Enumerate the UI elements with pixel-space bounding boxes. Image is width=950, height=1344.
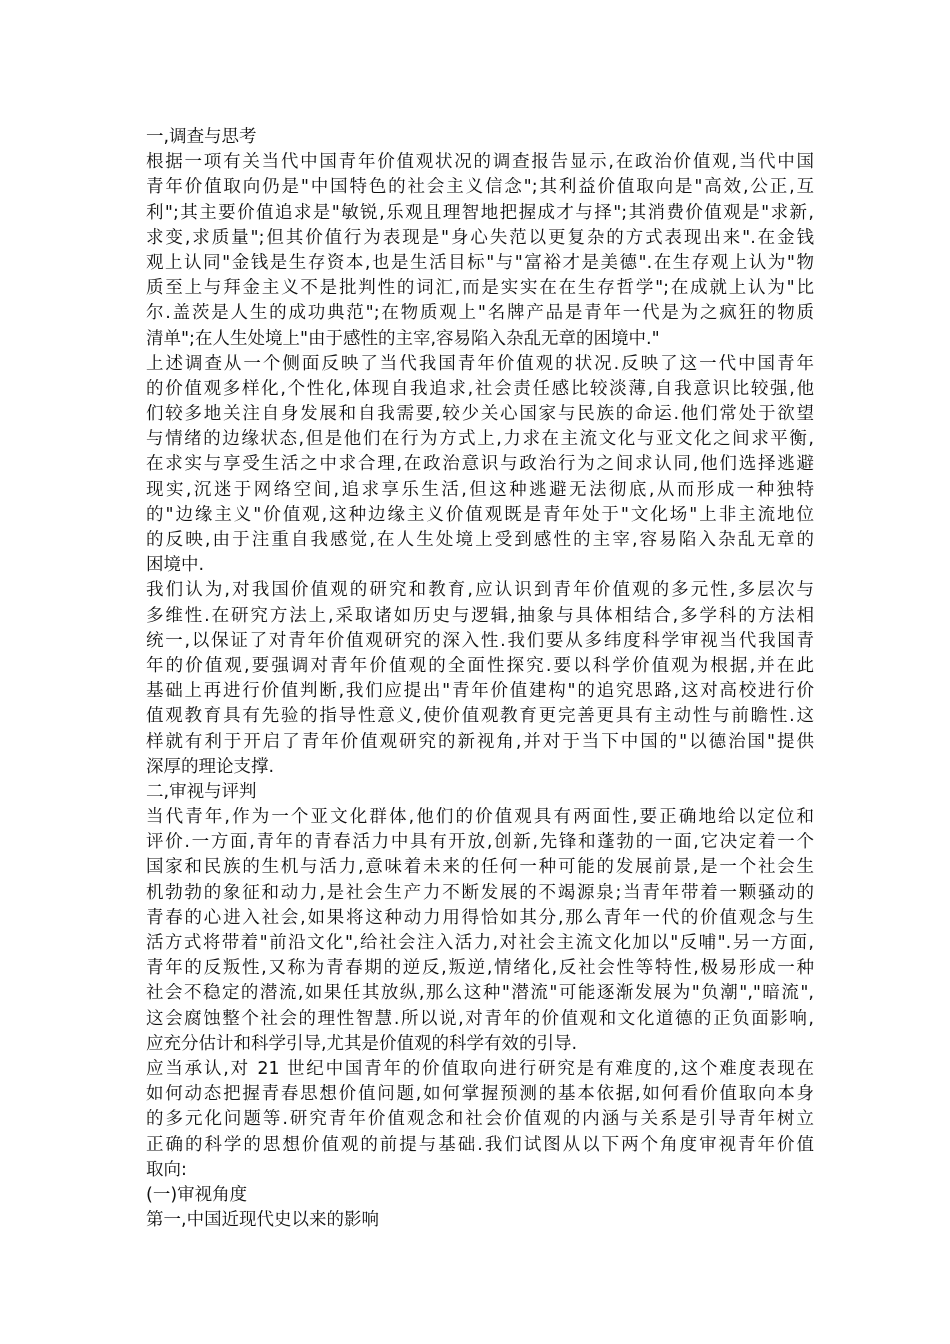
document-page	[146, 125, 814, 1233]
text-line: 评价.一方面,青年的青春活力中具有开放,创新,先锋和蓬勃的一面,它决定着一个	[146, 832, 814, 853]
text-line: 应充分估计和科学引导,尤其是价值观的科学有效的引导.	[146, 1033, 578, 1054]
text-line: 统一,以保证了对青年价值观研究的深入性.我们要从多纬度科学审视当代我国青	[146, 630, 814, 651]
text-line: 年的价值观,要强调对青年价值观的全面性探究.要以科学价值观为根据,并在此	[146, 655, 814, 676]
text-line: 的"边缘主义"价值观,这种边缘主义价值观既是青年处于"文化场"上非主流地位	[146, 504, 814, 525]
text-line: 清单";在人生处境上"由于感性的主宰,容易陷入杂乱无章的困境中."	[146, 328, 660, 349]
text-line: 青年的反叛性,又称为青春期的逆反,叛逆,情绪化,反社会性等特性,极易形成一种	[146, 958, 814, 979]
text-line: 青春的心进入社会,如果将这种动力用得恰如其分,那么青年一代的价值观念与生	[146, 907, 814, 928]
text-line: 正确的科学的思想价值观的前提与基础.我们试图从以下两个角度审视青年价值	[146, 1134, 814, 1155]
text-line: 尔.盖茨是人生的成功典范";在物质观上"名牌产品是青年一代是为之疯狂的物质	[146, 303, 814, 324]
text-line: 的多元化问题等.研究青年价值观念和社会价值观的内涵与关系是引导青年树立	[146, 1109, 814, 1130]
text-line: 求变,求质量";但其价值行为表现是"身心失范以更复杂的方式表现出来".在金钱	[146, 227, 814, 248]
text-line: 我们认为,对我国价值观的研究和教育,应认识到青年价值观的多元性,多层次与	[146, 580, 814, 601]
text-line: 活方式将带着"前沿文化",给社会注入活力,对社会主流文化加以"反哺".另一方面,	[146, 933, 814, 953]
text-line: 国家和民族的生机与活力,意味着未来的任何一种可能的发展前景,是一个社会生	[146, 857, 814, 878]
text-line: 青年价值取向仍是"中国特色的社会主义信念";其利益价值取向是"高效,公正,互	[146, 177, 814, 198]
section-heading: (一)审视角度	[146, 1184, 248, 1205]
text-line: 机勃勃的象征和动力,是社会生产力不断发展的不竭源泉;当青年带着一颗骚动的	[146, 882, 814, 903]
text-line: 困境中.	[146, 555, 205, 576]
text-line: 与情绪的边缘状态,但是他们在行为方式上,力求在主流文化与亚文化之间求平衡,	[146, 429, 814, 450]
text-line: 多维性.在研究方法上,采取诸如历史与逻辑,抽象与具体相结合,多学科的方法相	[146, 605, 814, 626]
text-line: 观上认同"金钱是生存资本,也是生活目标"与"富裕才是美德".在生存观上认为"物	[146, 252, 814, 273]
text-line: 们较多地关注自身发展和自我需要,较少关心国家与民族的命运.他们常处于欲望	[146, 404, 814, 425]
text-line: 基础上再进行价值判断,我们应提出"青年价值建构"的追究思路,这对高校进行价	[146, 681, 814, 702]
text-line: 这会腐蚀整个社会的理性智慧.所以说,对青年的价值观和文化道德的正负面影响,	[146, 1008, 814, 1029]
text-line: 社会不稳定的潜流,如果任其放纵,那么这种"潜流"可能逐渐发展为"负潮","暗流",	[146, 983, 814, 1004]
section-heading: 一,调查与思考	[146, 127, 257, 147]
text-line: 深厚的理论支撑.	[146, 756, 275, 777]
text-line: 上述调查从一个侧面反映了当代我国青年价值观的状况.反映了这一代中国青年	[146, 353, 814, 374]
text-line: 在求实与享受生活之中求合理,在政治意识与政治行为之间求认同,他们选择逃避	[146, 454, 814, 475]
section-heading: 二,审视与评判	[146, 781, 257, 802]
section-heading: 第一,中国近现代史以来的影响	[146, 1210, 380, 1231]
text-line: 根据一项有关当代中国青年价值观状况的调查报告显示,在政治价值观,当代中国	[146, 152, 814, 173]
text-line: 的价值观多样化,个性化,体现自我追求,社会责任感比较淡薄,自我意识比较强,他	[146, 378, 814, 399]
text-line: 的反映,由于注重自我感觉,在人生处境上受到感性的主宰,容易陷入杂乱无章的	[146, 530, 814, 550]
text-line: 质至上与拜金主义不是批判性的词汇,而是实实在在生存哲学";在成就上认为"比	[146, 278, 814, 299]
text-line: 样就有利于开启了青年价值观研究的新视角,并对于当下中国的"以德治国"提供	[146, 731, 814, 752]
text-line: 取向:	[146, 1159, 187, 1180]
text-line: 值观教育具有先验的指导性意义,使价值观教育更完善更具有主动性与前瞻性.这	[146, 706, 814, 727]
text-line: 如何动态把握青春思想价值问题,如何掌握预测的基本依据,如何看价值取向本身	[146, 1084, 814, 1105]
text-line: 利";其主要价值追求是"敏锐,乐观且理智地把握成才与择";其消费价值观是"求新,	[146, 202, 814, 223]
text-line: 当代青年,作为一个亚文化群体,他们的价值观具有两面性,要正确地给以定位和	[146, 807, 814, 828]
text-line: 现实,沉迷于网络空间,追求享乐生活,但这种逃避无法彻底,从而形成一种独特	[146, 479, 814, 500]
text-line: 应当承认,对 21 世纪中国青年的价值取向进行研究是有难度的,这个难度表现在	[146, 1058, 814, 1079]
